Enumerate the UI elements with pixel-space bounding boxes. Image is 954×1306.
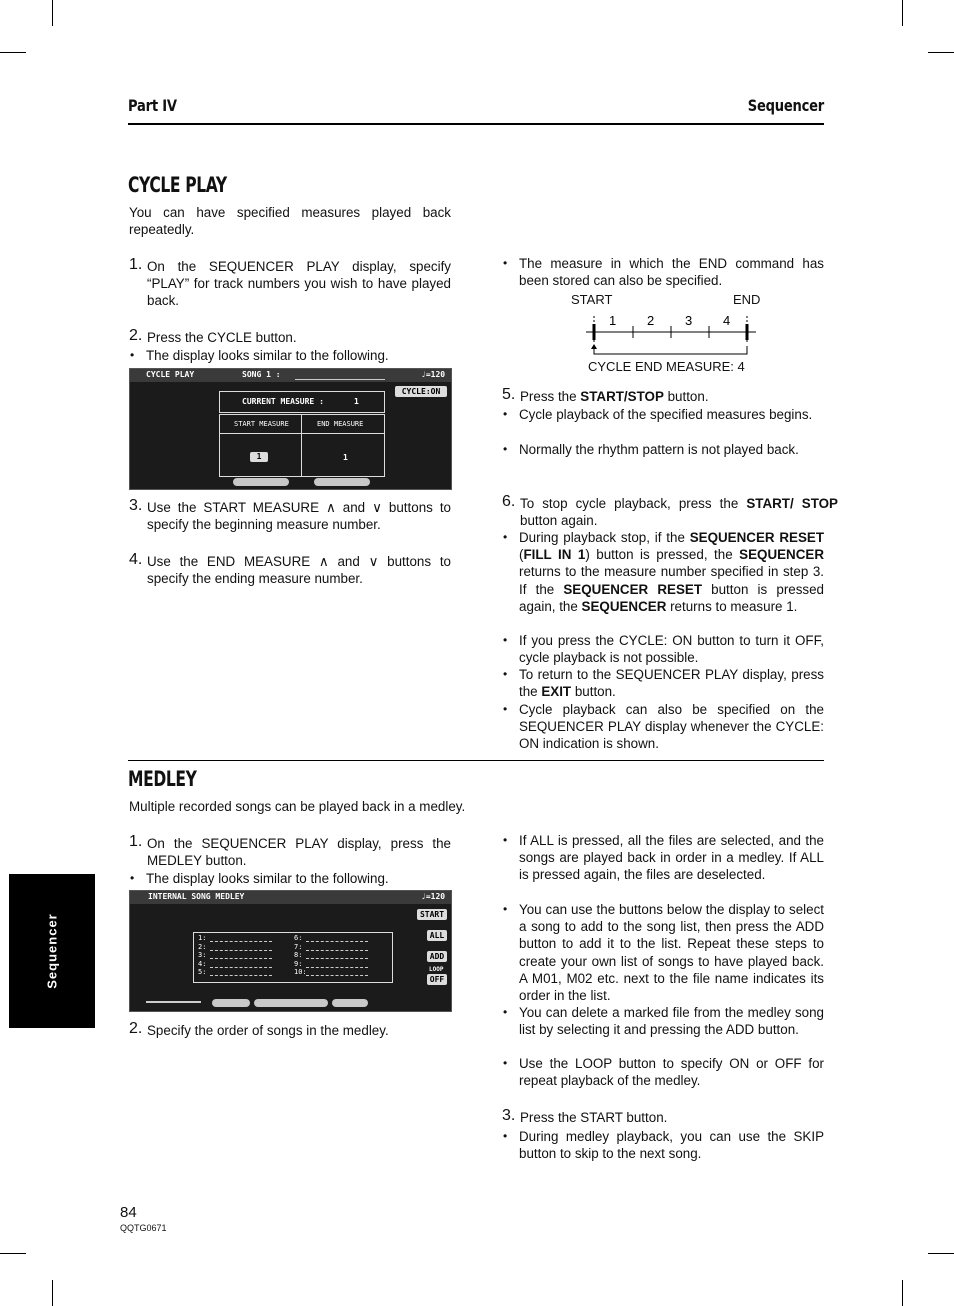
medley-slot[interactable] [294, 944, 384, 953]
medley-loop-off-button[interactable]: OFF [427, 974, 447, 985]
medley-slot[interactable] [294, 961, 384, 970]
section-rule [128, 760, 824, 761]
cycle-step-4 [129, 553, 451, 587]
header-rule [128, 123, 824, 125]
diagram-end-label: END [733, 292, 761, 307]
crop-mark [52, 0, 53, 26]
bullet-key: SEQUENCER [581, 598, 667, 614]
step-text: Press the CYCLE button. [147, 330, 297, 345]
step-text: Use the START MEASURE ∧ and ∨ buttons to specify the beginning measure number. [147, 500, 451, 533]
cycle-step-2-bullet: • The display looks similar to the following. [128, 347, 451, 364]
medley-slot-line [306, 958, 368, 959]
measure-divider [301, 414, 302, 476]
medley-slot-number: 9: [294, 959, 303, 968]
step-key: START/STOP [580, 389, 664, 404]
medley-slot-line [210, 967, 272, 968]
cycle-step-5 [502, 388, 824, 405]
step-text: button again. [520, 513, 598, 529]
cycle-play-lcd [129, 368, 452, 490]
medley-slots-right [294, 935, 384, 978]
header-part: Part IV [128, 96, 177, 115]
step-key: START/ STOP [746, 496, 838, 511]
measure-label: 1 [609, 313, 617, 328]
medley-slot[interactable] [294, 952, 384, 961]
bullet-text: returns to the measure number specified in step 3. If the [519, 564, 824, 597]
medley-slot-number: 6: [294, 934, 303, 942]
header-section: Sequencer [747, 96, 824, 115]
medley-step-1 [129, 835, 451, 869]
cycle-step-3 [129, 499, 451, 533]
medley-slot-line [306, 975, 368, 976]
medley-slot-number: 5: [198, 968, 207, 977]
start-measure-updown[interactable] [233, 478, 289, 486]
step-text: Press the START button. [520, 1110, 668, 1125]
measure-label: 2 [647, 313, 655, 328]
bullet-key: SEQUENCER RESET [563, 581, 702, 597]
lcd-start-measure-label: START MEASURE [234, 420, 289, 428]
medley-prev-button[interactable] [212, 999, 250, 1007]
medley-slot[interactable] [198, 961, 288, 970]
cycle-step-6-bullet: • If you press the CYCLE: ON button to turn it OFF, cycle playback is not possible. [501, 632, 824, 666]
document-code: QQTG0671 [120, 1223, 167, 1233]
lcd-end-measure-label: END MEASURE [317, 420, 364, 428]
medley-slots-left [198, 935, 288, 978]
medley-step-3 [502, 1109, 824, 1126]
medley-step-3-bullet: • During medley playback, you can use the SKIP button to skip to the next song. [501, 1128, 824, 1162]
medley-step-2 [129, 1022, 451, 1039]
bullet-text: returns to measure 1. [666, 598, 798, 614]
end-measure-value: 1 [343, 453, 348, 462]
medley-bullet: • If ALL is pressed, all the files are selected, and the songs are played back in order in a medley. If ALL is pressed again, the files are deselected. [501, 832, 824, 884]
medley-intro: Multiple recorded songs can be played back in a medley. [129, 799, 466, 814]
bullet-text: button is pressed again, the [519, 581, 825, 614]
lcd-song-line [295, 379, 385, 380]
step-text: On the SEQUENCER PLAY display, specify “PLAY” for track numbers you wish to have played back. [147, 259, 451, 309]
step-text: Specify the order of songs in the medley. [147, 1023, 389, 1038]
lcd-tempo: ♩=120 [421, 370, 446, 379]
medley-bullet: • Use the LOOP button to specify ON or OFF for repeat playback of the medley. [501, 1055, 824, 1089]
medley-next-button[interactable] [332, 999, 368, 1007]
lcd-song: SONG 1 : [242, 370, 281, 379]
bullet-text: ( [519, 547, 524, 563]
medley-slot-number: 2: [198, 942, 207, 951]
medley-loop-label: LOOP [429, 966, 444, 973]
crop-mark [902, 1280, 903, 1306]
diagram-caption: CYCLE END MEASURE: 4 [588, 359, 745, 374]
cycle-step-6-bullet [501, 529, 824, 615]
medley-slot-number: 1: [198, 934, 207, 942]
medley-slot[interactable] [294, 935, 384, 944]
bullet-text: To return to the SEQUENCER PLAY display, press the [519, 667, 824, 700]
bullet-text: During playback stop, if the [519, 530, 690, 545]
medley-slot-line [210, 975, 272, 976]
cycle-measure-diagram [560, 290, 780, 378]
lcd-mode: CYCLE PLAY [146, 370, 195, 379]
step-text: On the SEQUENCER PLAY display, press the MEDLEY button. [147, 836, 451, 869]
end-measure-updown[interactable] [314, 478, 370, 486]
medley-step-1-bullet: • The display looks similar to the following. [128, 870, 451, 887]
medley-slot-line [306, 941, 368, 942]
medley-slot-number: 3: [198, 951, 207, 960]
cycle-step-6-bullet [501, 666, 824, 700]
cycle-step-6 [502, 495, 838, 529]
medley-slot[interactable] [198, 935, 288, 944]
step-number: 2. [129, 327, 143, 344]
step-number: 3. [129, 497, 143, 514]
medley-all-button[interactable]: ALL [427, 930, 447, 941]
medley-add-button[interactable]: ADD [427, 951, 447, 962]
medley-slot[interactable] [198, 944, 288, 953]
bullet-text: ) button is pressed, the [585, 547, 740, 563]
medley-slot[interactable] [198, 952, 288, 961]
bullet-key: EXIT [541, 684, 572, 700]
crop-mark [902, 0, 903, 26]
medley-bullet: • You can use the buttons below the display to select a song to add to the song list, then press the ADD button to add it to the list. Repeat these steps to create your own list of songs to have played back. A M01, M02 etc. next to the file name indicates its order in the list. [501, 901, 824, 1004]
crop-mark [0, 52, 26, 53]
page-number: 84 [120, 1204, 137, 1221]
medley-bullet: • You can delete a marked file from the medley song list by selecting it and pressing the ADD button. [501, 1004, 824, 1038]
step-number: 1. [129, 833, 143, 850]
crop-mark [52, 1280, 53, 1306]
medley-slot[interactable] [198, 969, 288, 978]
lcd-current-measure: CURRENT MEASURE : [242, 397, 324, 406]
bullet-key: SEQUENCER [739, 547, 824, 563]
crop-mark [928, 1253, 954, 1254]
medley-scroll-line [146, 1001, 201, 1003]
lcd-current-measure-value: 1 [354, 397, 359, 406]
medley-slot-number: 7: [294, 942, 303, 951]
step-number: 4. [129, 551, 143, 568]
medley-slot-line [306, 950, 368, 951]
medley-slot-number: 10: [294, 968, 307, 977]
step-number: 2. [129, 1020, 143, 1037]
lcd-tempo: ♩=120 [421, 892, 446, 901]
cycle-step-1 [129, 258, 451, 310]
lcd-mode: INTERNAL SONG MEDLEY [148, 892, 245, 901]
step-text: button. [663, 389, 709, 404]
end-command-bullet: • The measure in which the END command has been stored can also be specified. [501, 255, 824, 289]
step-number: 3. [502, 1107, 516, 1124]
section-side-tab [9, 874, 95, 1028]
bullet-key: SEQUENCER RESET [689, 530, 824, 545]
cycle-step-5-bullet: • Normally the rhythm pattern is not played back. [501, 441, 824, 458]
medley-select-button[interactable] [254, 999, 328, 1007]
medley-lcd [129, 890, 452, 1012]
medley-slot-line [306, 967, 368, 968]
step-number: 6. [502, 493, 516, 510]
step-number: 1. [129, 256, 143, 273]
medley-slot-number: 8: [294, 951, 303, 960]
crop-mark [928, 52, 954, 53]
cycle-step-6-bullet: • Cycle playback can also be specified on the SEQUENCER PLAY display whenever the CYCLE: ON indication is shown. [501, 701, 824, 753]
medley-heading: MEDLEY [128, 767, 197, 791]
step-text: To stop cycle playback, press the [520, 496, 747, 511]
medley-slot-line [210, 958, 272, 959]
medley-slot[interactable] [294, 969, 384, 978]
side-tab-label: Sequencer [44, 913, 60, 989]
bullet-text: button. [571, 684, 616, 700]
medley-start-button[interactable]: START [417, 909, 447, 920]
cycle-on-button[interactable]: CYCLE:ON [395, 386, 447, 397]
medley-slot-number: 4: [198, 959, 207, 968]
bullet-key: FILL IN 1 [523, 547, 586, 563]
cycle-intro: You can have specified measures played back repeatedly. [129, 205, 451, 238]
cycle-step-5-bullet: • Cycle playback of the specified measures begins. [501, 406, 824, 423]
step-text: Press the [520, 389, 581, 404]
measure-label: 4 [723, 313, 731, 328]
measure-hdr-rule [219, 433, 384, 434]
cycle-step-2 [129, 329, 451, 346]
crop-mark [0, 1253, 26, 1254]
cycle-play-heading: CYCLE PLAY [128, 173, 227, 197]
step-text: Use the END MEASURE ∧ and ∨ buttons to specify the ending measure number. [147, 554, 451, 587]
step-number: 5. [502, 386, 516, 403]
medley-slot-line [210, 950, 272, 951]
start-measure-value[interactable]: 1 [250, 452, 268, 462]
diagram-start-label: START [571, 292, 613, 307]
measure-label: 3 [685, 313, 693, 328]
medley-slot-line [210, 941, 272, 942]
